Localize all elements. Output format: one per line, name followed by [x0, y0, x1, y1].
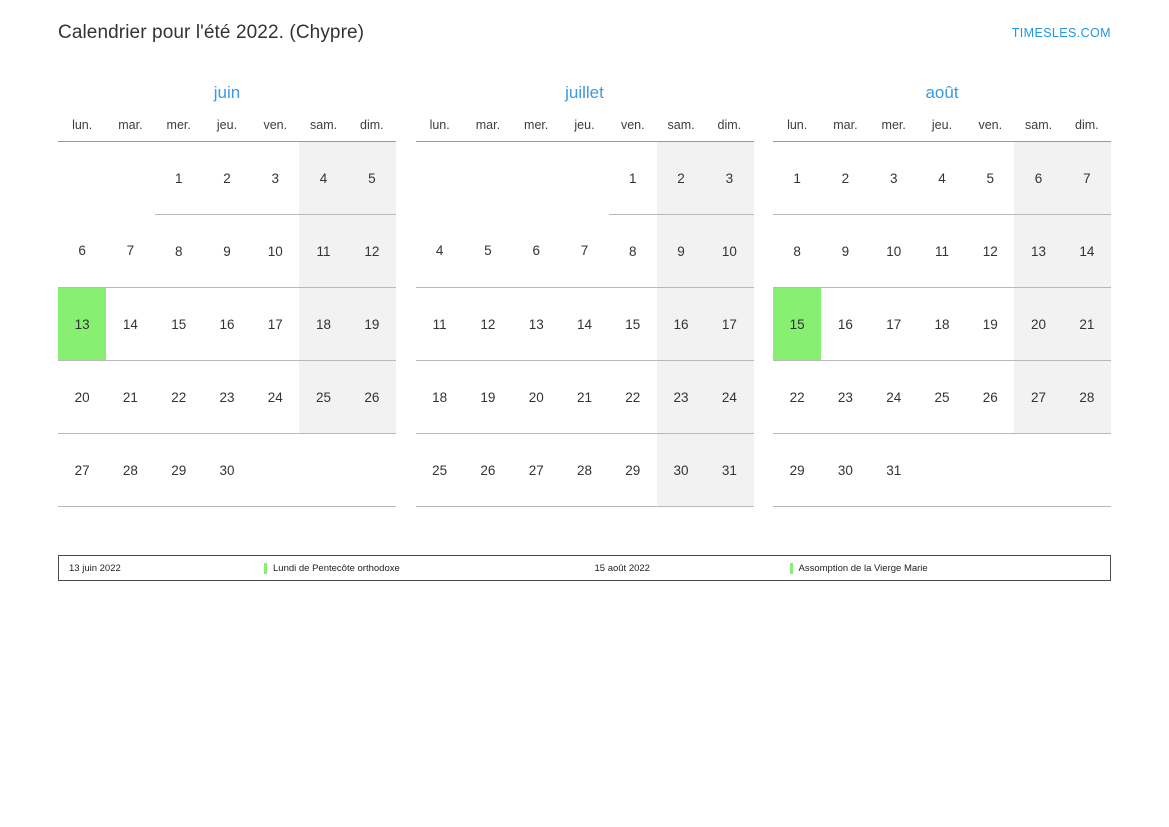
- legend-date: 15 août 2022: [594, 562, 650, 574]
- month-grid: [58, 112, 396, 507]
- day-cell[interactable]: 10: [705, 215, 753, 288]
- weekday-header: mar.: [464, 112, 512, 142]
- day-cell[interactable]: 22: [155, 361, 203, 434]
- weekday-header: dim.: [1063, 112, 1111, 142]
- day-cell[interactable]: 10: [870, 215, 918, 288]
- day-cell[interactable]: 16: [657, 288, 705, 361]
- day-cell-empty: [464, 142, 512, 215]
- day-cell[interactable]: 3: [705, 142, 753, 215]
- weekday-header-row: [773, 112, 1111, 142]
- weekday-header: jeu.: [203, 112, 251, 142]
- week-row: [416, 361, 754, 434]
- day-cell[interactable]: 19: [464, 361, 512, 434]
- day-cell-empty: [299, 434, 347, 507]
- day-cell[interactable]: 26: [348, 361, 396, 434]
- day-cell[interactable]: 1: [155, 142, 203, 215]
- day-cell[interactable]: 27: [1014, 361, 1062, 434]
- day-cell[interactable]: 8: [155, 215, 203, 288]
- week-row: [416, 434, 754, 507]
- day-cell[interactable]: 15: [609, 288, 657, 361]
- week-row: [416, 142, 754, 215]
- day-cell[interactable]: 29: [155, 434, 203, 507]
- day-cell[interactable]: 3: [251, 142, 299, 215]
- page-header: [58, 18, 1111, 48]
- week-row: [58, 434, 396, 507]
- day-cell[interactable]: 12: [966, 215, 1014, 288]
- day-cell[interactable]: 14: [1063, 215, 1111, 288]
- weekday-header: mar.: [106, 112, 154, 142]
- holiday-color-swatch: [264, 563, 267, 574]
- day-cell[interactable]: 30: [657, 434, 705, 507]
- day-cell[interactable]: 11: [416, 288, 464, 361]
- day-cell[interactable]: 22: [773, 361, 821, 434]
- day-cell[interactable]: 2: [821, 142, 869, 215]
- week-row: [416, 215, 754, 288]
- weekday-header: jeu.: [918, 112, 966, 142]
- weekday-header: ven.: [609, 112, 657, 142]
- day-cell[interactable]: 4: [918, 142, 966, 215]
- weekday-header: ven.: [966, 112, 1014, 142]
- day-cell[interactable]: 21: [560, 361, 608, 434]
- day-cell[interactable]: 21: [106, 361, 154, 434]
- month-grid: [416, 112, 754, 507]
- day-cell[interactable]: 18: [416, 361, 464, 434]
- day-cell[interactable]: 18: [299, 288, 347, 361]
- day-cell-empty: [251, 434, 299, 507]
- weekday-header: sam.: [1014, 112, 1062, 142]
- month-block: [58, 78, 396, 507]
- day-cell[interactable]: 29: [609, 434, 657, 507]
- day-cell-empty: [1014, 434, 1062, 507]
- day-cell[interactable]: 3: [870, 142, 918, 215]
- page-title: Calendrier pour l'été 2022. (Chypre): [58, 22, 365, 43]
- month-grid: [773, 112, 1111, 507]
- day-cell-empty: [918, 434, 966, 507]
- day-cell[interactable]: 17: [705, 288, 753, 361]
- week-row: [58, 288, 396, 361]
- day-cell[interactable]: 8: [609, 215, 657, 288]
- day-cell[interactable]: 8: [773, 215, 821, 288]
- day-cell[interactable]: 31: [705, 434, 753, 507]
- day-cell[interactable]: 17: [870, 288, 918, 361]
- day-cell[interactable]: 19: [348, 288, 396, 361]
- day-cell[interactable]: 13: [1014, 215, 1062, 288]
- week-row: [773, 288, 1111, 361]
- legend-label: Assomption de la Vierge Marie: [798, 562, 928, 574]
- day-cell[interactable]: 24: [251, 361, 299, 434]
- day-cell[interactable]: 1: [609, 142, 657, 215]
- day-cell[interactable]: 21: [1063, 288, 1111, 361]
- day-cell-empty: [512, 142, 560, 215]
- day-cell[interactable]: 23: [203, 361, 251, 434]
- day-cell[interactable]: 9: [821, 215, 869, 288]
- weekday-header: mer.: [512, 112, 560, 142]
- week-row: [58, 142, 396, 215]
- day-cell[interactable]: 28: [106, 434, 154, 507]
- day-cell-empty: [348, 434, 396, 507]
- weekday-header: ven.: [251, 112, 299, 142]
- day-cell[interactable]: 24: [705, 361, 753, 434]
- day-cell[interactable]: 30: [203, 434, 251, 507]
- legend-entry: [585, 556, 1111, 580]
- day-cell[interactable]: 28: [1063, 361, 1111, 434]
- day-cell[interactable]: 7: [106, 215, 154, 288]
- week-row: [58, 215, 396, 288]
- day-cell[interactable]: 7: [560, 215, 608, 288]
- day-cell[interactable]: 1: [773, 142, 821, 215]
- day-cell[interactable]: 11: [918, 215, 966, 288]
- day-cell[interactable]: 2: [203, 142, 251, 215]
- legend-label-wrap: [790, 556, 928, 580]
- week-row: [773, 434, 1111, 507]
- day-cell[interactable]: 12: [464, 288, 512, 361]
- day-cell[interactable]: 4: [299, 142, 347, 215]
- month-name: août: [925, 83, 959, 102]
- day-cell[interactable]: 6: [1014, 142, 1062, 215]
- day-cell[interactable]: 27: [58, 434, 106, 507]
- day-cell[interactable]: 17: [251, 288, 299, 361]
- day-cell[interactable]: 13: [58, 288, 106, 361]
- day-cell[interactable]: 20: [1014, 288, 1062, 361]
- weekday-header: mer.: [870, 112, 918, 142]
- day-cell[interactable]: 25: [918, 361, 966, 434]
- day-cell-empty: [560, 142, 608, 215]
- day-cell[interactable]: 24: [870, 361, 918, 434]
- week-row: [773, 215, 1111, 288]
- day-cell[interactable]: 29: [773, 434, 821, 507]
- day-cell[interactable]: 4: [416, 215, 464, 288]
- holiday-legend: [58, 555, 1111, 581]
- day-cell[interactable]: 14: [560, 288, 608, 361]
- day-cell[interactable]: 15: [773, 288, 821, 361]
- day-cell[interactable]: 10: [251, 215, 299, 288]
- weekday-header: mar.: [821, 112, 869, 142]
- day-cell[interactable]: 15: [155, 288, 203, 361]
- legend-entry: [59, 556, 585, 580]
- day-cell[interactable]: 20: [58, 361, 106, 434]
- weekday-header: dim.: [705, 112, 753, 142]
- day-cell[interactable]: 6: [58, 215, 106, 288]
- week-row: [58, 361, 396, 434]
- site-brand-link[interactable]: TIMESLES.COM: [1011, 26, 1111, 40]
- day-cell[interactable]: 14: [106, 288, 154, 361]
- day-cell-empty: [58, 142, 106, 215]
- month-name: juillet: [565, 83, 604, 102]
- day-cell[interactable]: 9: [657, 215, 705, 288]
- day-cell[interactable]: 20: [512, 361, 560, 434]
- calendar-months: [58, 78, 1111, 507]
- day-cell[interactable]: 22: [609, 361, 657, 434]
- weekday-header: mer.: [155, 112, 203, 142]
- legend-label-wrap: [264, 556, 400, 580]
- holiday-color-swatch: [790, 563, 793, 574]
- day-cell[interactable]: 12: [348, 215, 396, 288]
- day-cell[interactable]: 16: [821, 288, 869, 361]
- day-cell[interactable]: 19: [966, 288, 1014, 361]
- legend-label: Lundi de Pentecôte orthodoxe: [273, 562, 400, 574]
- day-cell[interactable]: 31: [870, 434, 918, 507]
- day-cell-empty: [1063, 434, 1111, 507]
- day-cell[interactable]: 25: [416, 434, 464, 507]
- weekday-header: lun.: [58, 112, 106, 142]
- week-row: [773, 142, 1111, 215]
- month-block: [416, 78, 754, 507]
- day-cell-empty: [416, 142, 464, 215]
- day-cell[interactable]: 6: [512, 215, 560, 288]
- month-block: [773, 78, 1111, 507]
- day-cell[interactable]: 26: [464, 434, 512, 507]
- week-row: [416, 288, 754, 361]
- day-cell[interactable]: 18: [918, 288, 966, 361]
- weekday-header: dim.: [348, 112, 396, 142]
- day-cell[interactable]: 27: [512, 434, 560, 507]
- month-name: juin: [213, 83, 241, 102]
- day-cell[interactable]: 25: [299, 361, 347, 434]
- weekday-header-row: [58, 112, 396, 142]
- legend-date: 13 juin 2022: [69, 562, 121, 574]
- day-cell[interactable]: 5: [966, 142, 1014, 215]
- day-cell[interactable]: 23: [821, 361, 869, 434]
- weekday-header-row: [416, 112, 754, 142]
- week-row: [773, 361, 1111, 434]
- day-cell[interactable]: 30: [821, 434, 869, 507]
- weekday-header: sam.: [657, 112, 705, 142]
- day-cell[interactable]: 13: [512, 288, 560, 361]
- weekday-header: lun.: [416, 112, 464, 142]
- day-cell[interactable]: 5: [464, 215, 512, 288]
- day-cell[interactable]: 9: [203, 215, 251, 288]
- day-cell[interactable]: 23: [657, 361, 705, 434]
- day-cell-empty: [966, 434, 1014, 507]
- day-cell[interactable]: 11: [299, 215, 347, 288]
- day-cell-empty: [106, 142, 154, 215]
- day-cell[interactable]: 16: [203, 288, 251, 361]
- weekday-header: jeu.: [560, 112, 608, 142]
- day-cell[interactable]: 28: [560, 434, 608, 507]
- day-cell[interactable]: 5: [348, 142, 396, 215]
- weekday-header: lun.: [773, 112, 821, 142]
- day-cell[interactable]: 26: [966, 361, 1014, 434]
- weekday-header: sam.: [299, 112, 347, 142]
- day-cell[interactable]: 2: [657, 142, 705, 215]
- day-cell[interactable]: 7: [1063, 142, 1111, 215]
